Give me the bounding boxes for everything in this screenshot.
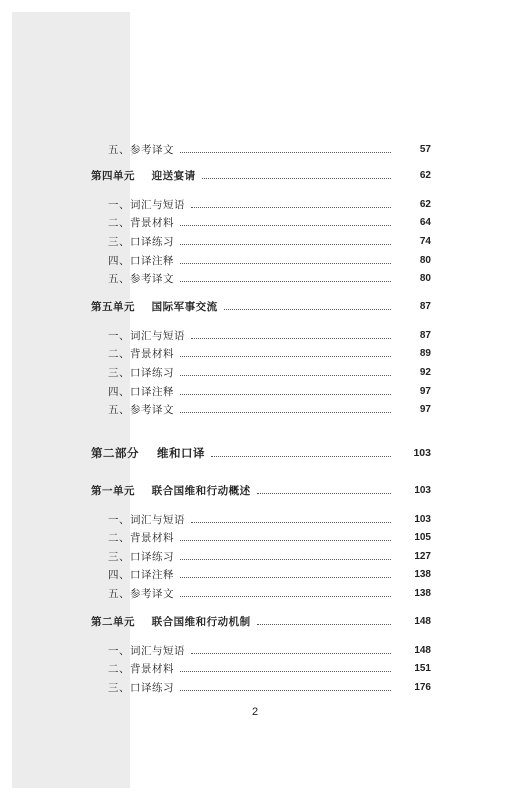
toc-entry-title: 第一单元 联合国维和行动概述 [91,484,251,497]
dot-leader [191,207,391,208]
toc-entry-page-number: 148 [414,644,431,656]
toc-entry-title: 五、参考译文 [108,403,174,416]
toc-entry-sec[interactable] [0,511,510,527]
toc-entry-page-number: 57 [419,143,431,155]
dot-leader [180,244,391,245]
toc-entry-sec[interactable] [0,252,510,268]
toc-entry-title: 第五单元 国际军事交流 [91,300,218,313]
toc-entry-page-number: 80 [419,272,431,284]
toc-entry-page-number: 64 [419,216,431,228]
dot-leader [257,493,391,494]
toc-entry-title: 第二单元 联合国维和行动机制 [91,615,251,628]
toc-entry-title: 三、口译练习 [108,235,174,248]
toc-entry-page-number: 92 [419,366,431,378]
toc-entry-sec[interactable] [0,401,510,417]
toc-entry-unit[interactable] [0,482,510,498]
toc-entry-page-number: 62 [419,169,431,181]
toc-entry-sec[interactable] [0,196,510,212]
toc-entry-title: 五、参考译文 [108,587,174,600]
toc-entry-page-number: 148 [414,615,431,627]
toc-entry-page-number: 62 [419,198,431,210]
toc-entry-sec[interactable] [0,660,510,676]
toc-entry-page-number: 138 [414,587,431,599]
toc-entry-page-number: 87 [419,300,431,312]
dot-leader [180,375,391,376]
toc-entry-page-number: 103 [414,484,431,496]
dot-leader [180,690,391,691]
dot-leader [211,456,391,457]
dot-leader [180,540,391,541]
dot-leader [180,671,391,672]
toc-entry-sec[interactable] [0,383,510,399]
toc-entry-sec[interactable] [0,364,510,380]
dot-leader [180,281,391,282]
toc-entry-unit[interactable] [0,298,510,314]
toc-entry-sec[interactable] [0,141,510,157]
toc-entry-page-number: 103 [414,513,431,525]
toc-entry-title: 第四单元 迎送宴请 [91,169,196,182]
toc-entry-page-number: 74 [419,235,431,247]
toc-entry-title: 二、背景材料 [108,347,174,360]
toc-entry-sec[interactable] [0,529,510,545]
dot-leader [180,225,391,226]
toc-entry-sec[interactable] [0,233,510,249]
toc-entry-title: 三、口译练习 [108,366,174,379]
dot-leader [224,309,391,310]
dot-leader [180,577,391,578]
toc-entry-page-number: 138 [414,568,431,580]
toc-entry-title: 四、口译注释 [108,385,174,398]
dot-leader [180,263,391,264]
toc-entry-page-number: 97 [419,403,431,415]
toc-entry-sec[interactable] [0,548,510,564]
dot-leader [180,152,391,153]
toc-entry-page-number: 87 [419,329,431,341]
toc-entry-unit[interactable] [0,167,510,183]
toc-entry-page-number: 80 [419,254,431,266]
dot-leader [191,653,391,654]
toc-entry-page-number: 151 [414,662,431,674]
dot-leader [191,338,391,339]
toc-entry-title: 四、口译注释 [108,568,174,581]
toc-entry-page-number: 127 [414,550,431,562]
toc-entry-sec[interactable] [0,642,510,658]
dot-leader [257,624,391,625]
toc-entry-title: 三、口译练习 [108,681,174,694]
toc-entry-sec[interactable] [0,585,510,601]
toc-entry-title: 五、参考译文 [108,143,174,156]
toc-entry-sec[interactable] [0,214,510,230]
toc-entry-title: 二、背景材料 [108,662,174,675]
toc-entry-page-number: 89 [419,347,431,359]
toc-entry-sec[interactable] [0,270,510,286]
toc-entry-title: 一、词汇与短语 [108,198,185,211]
toc-entry-title: 五、参考译文 [108,272,174,285]
dot-leader [180,356,391,357]
toc-entry-sec[interactable] [0,679,510,695]
page-number: 2 [251,706,259,718]
toc-entry-sec[interactable] [0,327,510,343]
dot-leader [180,596,391,597]
toc-entry-title: 一、词汇与短语 [108,513,185,526]
toc-entry-page-number: 97 [419,385,431,397]
toc-entry-unit[interactable] [0,613,510,629]
toc-entry-sec[interactable] [0,345,510,361]
dot-leader [191,522,391,523]
dot-leader [180,412,391,413]
toc-entry-title: 三、口译练习 [108,550,174,563]
toc-entry-title: 一、词汇与短语 [108,644,185,657]
toc-entry-title: 二、背景材料 [108,531,174,544]
toc-entry-title: 二、背景材料 [108,216,174,229]
toc-entry-title: 一、词汇与短语 [108,329,185,342]
dot-leader [202,178,391,179]
dot-leader [180,394,391,395]
toc-entry-page-number: 103 [413,447,431,459]
toc-entry-sec[interactable] [0,566,510,582]
toc-entry-page-number: 105 [414,531,431,543]
toc-entry-title: 四、口译注释 [108,254,174,267]
toc-entry-title: 第二部分 维和口译 [91,446,206,460]
toc-entry-part[interactable] [0,445,510,461]
toc-entry-page-number: 176 [414,681,431,693]
dot-leader [180,559,391,560]
